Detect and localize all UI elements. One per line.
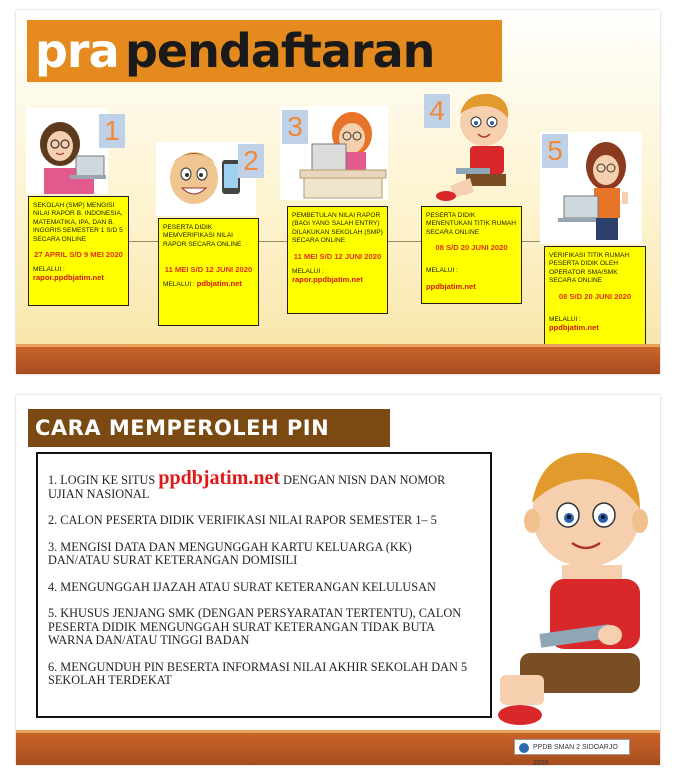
step-text-5: VERIFIKASI TITIK RUMAH PESERTA DIDIK OLEH OPERATOR SMA/SMK SECARA ONLINE [549, 252, 630, 285]
slide2-title: CARA MEMPEROLEH PIN [28, 409, 390, 447]
step-date-1: 27 APRIL S/D 9 MEI 2020 [34, 250, 123, 260]
step-number-4: 4 [424, 94, 450, 128]
step-via-label-5: MELALUI : [549, 315, 581, 323]
step-box-5 [544, 246, 646, 356]
school-logo-icon [519, 743, 529, 753]
slide2-bottom-bar [16, 730, 660, 765]
footer-text: PPDB SMAN 2 SIDOARJO 2020 [533, 744, 618, 765]
pin-step-2: 2. CALON PESERTA DIDIK VERIFIKASI NILAI RAPOR SEMESTER 1– 5 [48, 513, 437, 527]
step-number-1: 1 [99, 114, 125, 148]
step-box-3 [287, 206, 388, 314]
woman-laptop-icon [26, 108, 108, 194]
pin-step-5: 5. KHUSUS JENJANG SMK (DENGAN PERSYARATAN TERTENTU), CALON PESERTA DIDIK MENGUNGGAH SURAT KETERANGAN TIDAK BUTA WARNA DAN/ATAU TINGGI BADAN [48, 606, 462, 647]
pin-step-4: 4. MENGUNGGAH IJAZAH ATAU SURAT KETERANGAN KELULUSAN [48, 579, 436, 594]
slide-prapendaftaran [16, 10, 660, 374]
title-pendaftaran: pendaftaran [125, 24, 435, 78]
pin-site-link[interactable]: ppdbjatim.net [158, 467, 281, 489]
pin-steps-box [36, 452, 492, 718]
slide1-bottom-bar [16, 344, 660, 374]
title-pra: pra [35, 24, 119, 78]
step-via-url-5: ppdbjatim.net [549, 323, 599, 333]
step-box-4 [421, 206, 522, 304]
slide-cara-memperoleh-pin [16, 395, 660, 765]
step-text-2: PESERTA DIDIK MEMVERIFIKASI NILAI RAPOR SECARA ONLINE [163, 224, 242, 248]
slide1-title [27, 20, 502, 82]
step-text-1: SEKOLAH (SMP) MENGISI NILAI RAPOR B. INDONESIA, MATEMATIKA, IPA, DAN B. INGGRIS SEMESTER 1 S/D 5 SECARA ONLINE [33, 202, 123, 243]
step-date-5: 08 S/D 20 JUNI 2020 [558, 291, 632, 301]
step-box-1 [28, 196, 129, 306]
pin-step-1 [48, 467, 476, 501]
step-via-url-3: rapor.ppdbjatim.net [292, 275, 363, 285]
step-number-3: 3 [282, 110, 308, 144]
step-via-label-2: MELALUI : [163, 281, 195, 289]
step-via-label-4: MELALUI : [426, 267, 458, 275]
pin-step-3: 3. MENGISI DATA DAN MENGUNGGAH KARTU KELUARGA (KK) DAN/ATAU SURAT KETERANGAN DOMISILI [48, 539, 412, 567]
step-via-label-1: MELALUI : [33, 266, 65, 274]
step-date-2: 11 MEI S/D 12 JUNI 2020 [164, 265, 253, 275]
footer-badge [514, 739, 630, 765]
step-text-3: PEMBETULAN NILAI RAPOR (BAGI YANG SALAH ENTRY) DILAKUKAN SEKOLAH (SMP) SECARA ONLINE [292, 212, 383, 245]
step-via-url-4: ppdbjatim.net [426, 281, 476, 291]
step-text-4: PESERTA DIDIK MENENTUKAN TITIK RUMAH SECARA ONLINE [426, 212, 516, 236]
boy-tablet-large-icon [490, 439, 660, 729]
step-date-3: 11 MEI S/D 12 JUNI 2020 [293, 251, 382, 261]
step-date-4: 08 S/D 20 JUNI 2020 [435, 243, 508, 253]
step-number-2: 2 [238, 144, 264, 178]
pin-step-1-suffix: DENGAN NISN DAN NOMOR UJIAN NASIONAL [48, 473, 446, 501]
step-number-5: 5 [542, 134, 568, 168]
step-via-url-2: pdbjatim.net [196, 279, 242, 289]
step-via-url-1: rapor.ppdbjatim.net [33, 273, 104, 283]
pin-step-6: 6. MENGUNDUH PIN BESERTA INFORMASI NILAI AKHIR SEKOLAH DAN 5 SEKOLAH TERDEKAT [48, 659, 468, 687]
step-box-2 [158, 218, 259, 326]
step-via-label-3: MELALUI : [292, 267, 324, 275]
pin-step-1-prefix: 1. LOGIN KE SITUS [48, 473, 159, 487]
